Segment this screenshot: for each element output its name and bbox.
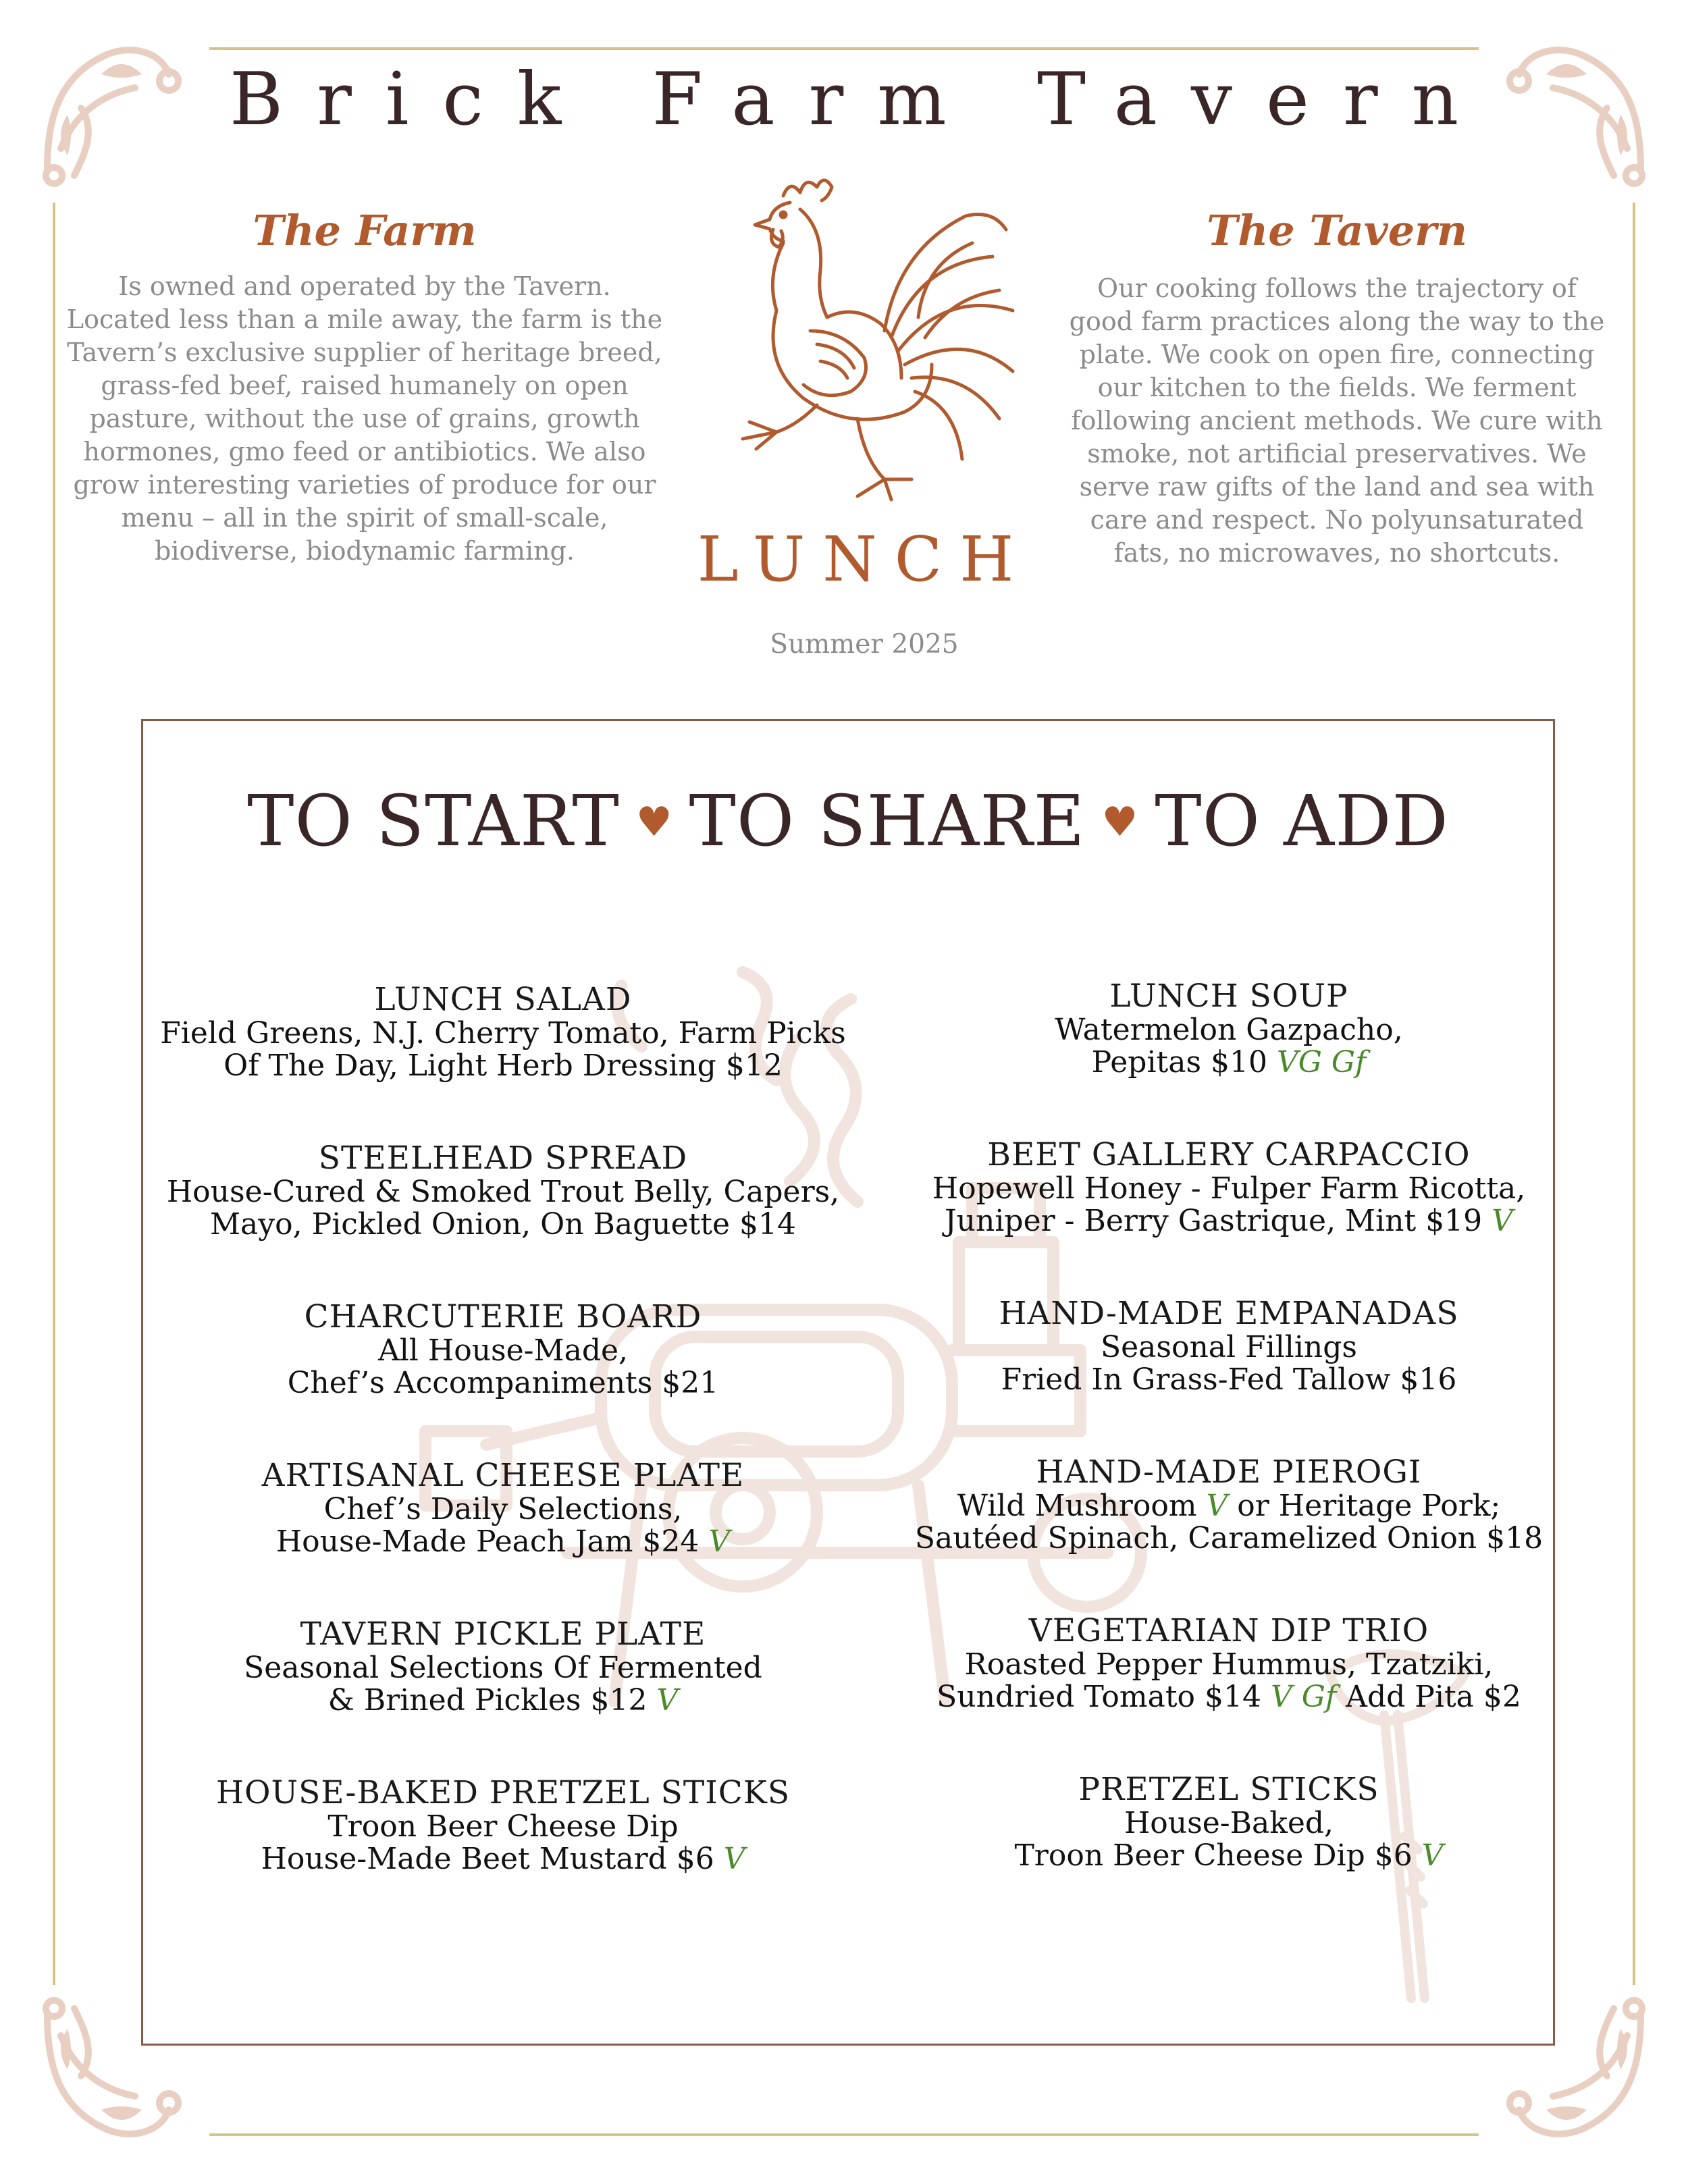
menu-item-house-baked-pretzel-sticks: HOUSE-BAKED PRETZEL STICKS Troon Beer Cheese Dip House-Made Beet Mustard $6 V — [215, 1774, 791, 1876]
menu-item-lunch-salad: LUNCH SALAD Field Greens, N.J. Cherry Tomato, Farm Picks Of The Day, Light Herb Dressing $12 — [160, 981, 846, 1083]
diet-tag: V — [1206, 1489, 1228, 1523]
menu-label: LUNCH — [697, 523, 1032, 595]
menu-item-pretzel-sticks: PRETZEL STICKS House-Baked, Troon Beer Cheese Dip $6 V — [1014, 1771, 1444, 1873]
farm-description: Is owned and operated by the Tavern. Located less than a mile away, the farm is the Tavern’s exclusive supplier of heritage breed, grass-fed beef, raised humanely on open pasture, without the use of grains, growth hormones, gmo feed or antibiotics. We also grow interesting varieties of produce for our menu – all in the spirit of small-scale, biodiverse, biodynamic farming. — [66, 271, 663, 566]
menu-item-tavern-pickle-plate: TAVERN PICKLE PLATE Seasonal Selections Of Fermented & Brined Pickles $12 V — [244, 1616, 762, 1717]
diet-tag: V — [708, 1524, 731, 1559]
farm-heading: The Farm — [253, 206, 477, 255]
restaurant-title: Brick Farm Tavern — [229, 57, 1493, 142]
rooster-illustration-icon — [682, 169, 1033, 520]
diet-tag: V — [1421, 1838, 1444, 1873]
heart-separator-icon: ♥ — [635, 799, 673, 846]
heart-separator-icon: ♥ — [1101, 799, 1139, 846]
menu-item-lunch-soup: LUNCH SOUP Watermelon Gazpacho, Pepitas $10 VG Gf — [1055, 978, 1403, 1080]
tavern-heading: The Tavern — [1207, 206, 1467, 255]
season-label: Summer 2025 — [770, 629, 959, 660]
menu-item-steelhead-spread: STEELHEAD SPREAD House-Cured & Smoked Trout Belly, Capers, Mayo, Pickled Onion, On Baguette $14 — [166, 1140, 840, 1242]
tavern-description: Our cooking follows the trajectory of good farm practices along the way to the plate. We cook on open fire, connecting our kitchen to the fields. We ferment following ancient methods. We cure with smoke, not artificial preservatives. We serve raw gifts of the land and sea with care and respect. No polyunsaturated fats, no microwaves, no shortcuts. — [1069, 273, 1605, 568]
diet-tag: V — [723, 1842, 745, 1876]
menu-item-charcuterie-board: CHARCUTERIE BOARD All House-Made, Chef’s Accompaniments $21 — [287, 1298, 719, 1400]
menu-item-vegetarian-dip-trio: VEGETARIAN DIP TRIO Roasted Pepper Hummus, Tzatziki, Sundried Tomato $14 V Gf Add Pita $2 — [937, 1612, 1521, 1714]
menu-item-hand-made-empanadas: HAND-MADE EMPANADAS Seasonal Fillings Fried In Grass-Fed Tallow $16 — [999, 1295, 1459, 1397]
frame-bottom-line — [209, 2133, 1479, 2136]
menu-item-beet-gallery-carpaccio: BEET GALLERY CARPACCIO Hopewell Honey - Fulper Farm Ricotta, Juniper - Berry Gastrique, Mint $19 V — [932, 1136, 1526, 1238]
diet-tag: V Gf — [1270, 1680, 1337, 1714]
frame-left-line — [53, 203, 55, 1985]
section-title: TO START ♥ TO SHARE ♥ TO ADD — [247, 780, 1449, 862]
diet-tag: V — [1492, 1204, 1513, 1238]
frame-top-line — [209, 47, 1479, 50]
diet-tag: V — [656, 1683, 679, 1717]
menu-item-artisanal-cheese-plate: ARTISANAL CHEESE PLATE Chef’s Daily Selections, House-Made Peach Jam $24 V — [261, 1457, 745, 1559]
menu-item-hand-made-pierogi: HAND-MADE PIEROGI Wild Mushroom V or Heritage Pork; Sautéed Spinach, Caramelized Onion $18 — [914, 1454, 1544, 1555]
diet-tag: VG Gf — [1277, 1045, 1367, 1080]
